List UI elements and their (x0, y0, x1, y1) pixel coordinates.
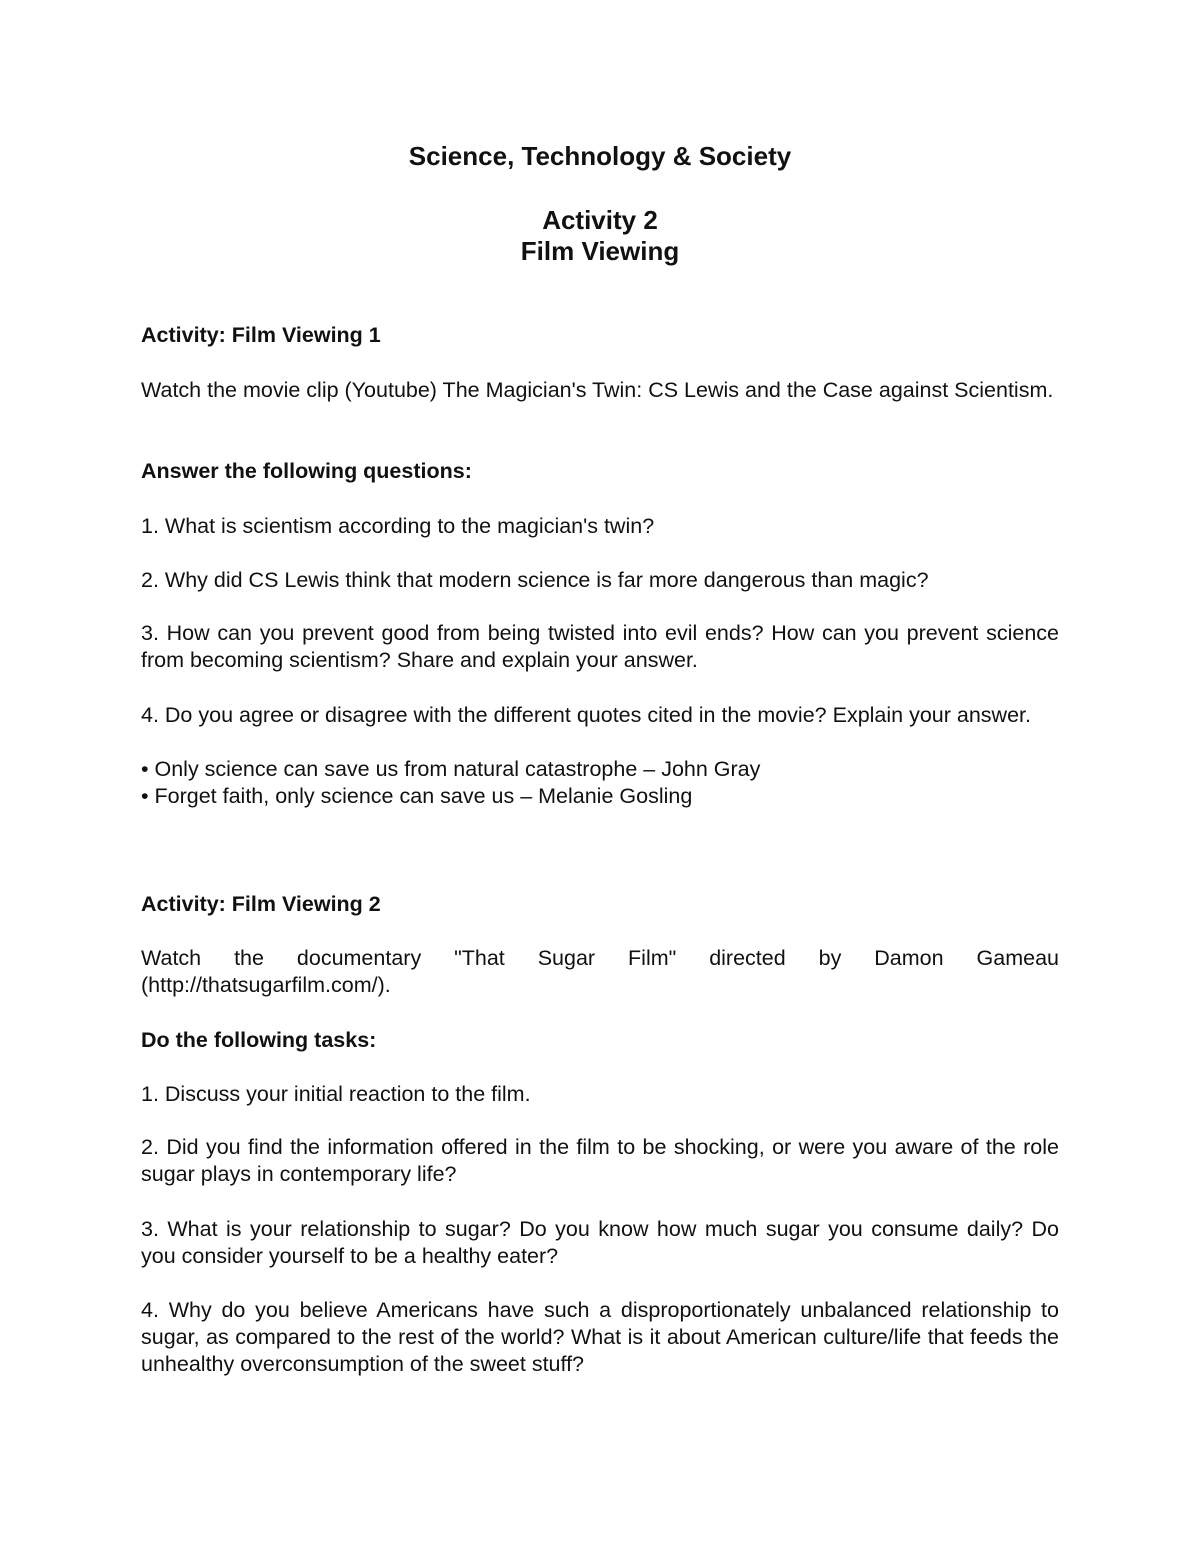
task-item: 4. Why do you believe Americans have such a disproportionately unbalanced relationship to sugar, as compared to the rest of the world? What is it about American culture/life that feeds the unhealthy overconsumption of the sweet stuff? (141, 1298, 1059, 1376)
question-item: 3. How can you prevent good from being twisted into evil ends? How can you prevent science from becoming scientism? Share and explain your answer. (141, 621, 1059, 672)
question-item: 1. What is scientism according to the magician's twin? (141, 514, 655, 538)
quote-item: • Forget faith, only science can save us – Melanie Gosling (141, 784, 693, 808)
task-item: 1. Discuss your initial reaction to the film. (141, 1082, 531, 1106)
section2-instruction: Watch the documentary "That Sugar Film" directed by Damon Gameau (http://thatsugarfilm.com/). (141, 946, 1059, 997)
task-item: 3. What is your relationship to sugar? Do you know how much sugar you consume daily? Do you consider yourself to be a healthy eater? (141, 1217, 1059, 1268)
section2-heading: Activity: Film Viewing 2 (141, 892, 381, 916)
section2-tasks-heading: Do the following tasks: (141, 1028, 377, 1052)
section1-heading: Activity: Film Viewing 1 (141, 323, 381, 347)
section1-instruction: Watch the movie clip (Youtube) The Magician's Twin: CS Lewis and the Case against Scientism. (141, 378, 1054, 402)
course-title: Science, Technology & Society (408, 141, 792, 171)
activity-name: Film Viewing (520, 236, 680, 266)
activity-number: Activity 2 (542, 205, 658, 235)
question-item: 2. Why did CS Lewis think that modern science is far more dangerous than magic? (141, 568, 929, 592)
task-item: 2. Did you find the information offered in the film to be shocking, or were you aware of the role sugar plays in contemporary life? (141, 1135, 1059, 1186)
section1-questions-heading: Answer the following questions: (141, 459, 472, 483)
quote-item: • Only science can save us from natural catastrophe – John Gray (141, 757, 761, 781)
question-item: 4. Do you agree or disagree with the different quotes cited in the movie? Explain your answer. (141, 703, 1031, 727)
